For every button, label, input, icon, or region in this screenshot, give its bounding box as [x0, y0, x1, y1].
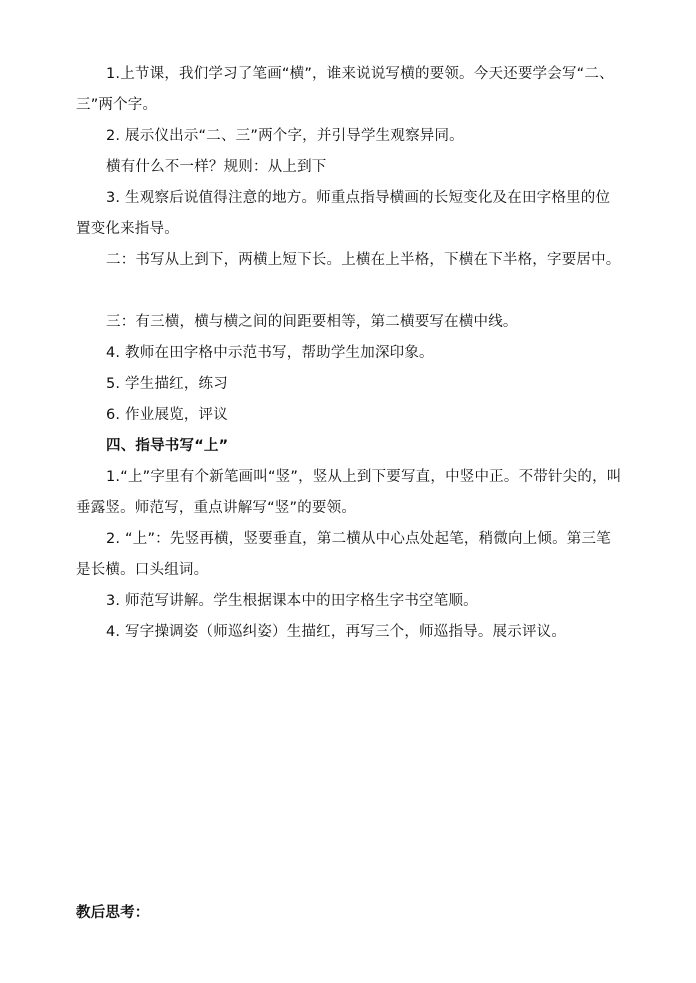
- paragraph-review-heng: 1.上节课，我们学习了笔画“横”，谁来说说写横的要领。今天还要学会写“二、三”两个字。: [76, 66, 614, 113]
- reflection-label: 教后思考：: [76, 905, 150, 921]
- paragraph-rule: 横有什么不一样？规则：从上到下: [106, 159, 327, 175]
- paragraph-exhibit: 6. 作业展览，评议: [106, 407, 228, 423]
- paragraph-shu-stroke: 1.“上”字里有个新笔画叫“竖”，竖从上到下要写直，中竖中正。不带针尖的，叫垂露竖。师范写，重点讲解写“竖”的要领。: [76, 469, 622, 516]
- paragraph-san: 三：有三横，横与横之间的间距要相等，第二横要写在横中线。: [106, 314, 518, 330]
- paragraph-demo: 4. 教师在田字格中示范书写，帮助学生加深印象。: [106, 345, 434, 361]
- paragraph-observe: 3. 生观察后说值得注意的地方。师重点指导横画的长短变化及在田字格里的位置变化来指导。: [76, 190, 611, 237]
- paragraph-er: 二：书写从上到下，两横上短下长。上横在上半格，下横在下半格，字要居中。: [106, 252, 621, 268]
- section-heading-shang: 四、指导书写“上”: [106, 438, 229, 454]
- paragraph-shang-order: 2. “上”：先竖再横，竖要垂直，第二横从中心点处起笔，稍微向上倾。第三笔是长横。口头组词。: [76, 531, 611, 578]
- paragraph-teacher-model: 3. 师范写讲解。学生根据课本中的田字格生字书空笔顺。: [106, 593, 478, 609]
- paragraph-trace: 5. 学生描红，练习: [106, 376, 228, 392]
- paragraph-posture: 4. 写字操调姿（师巡纠姿）生描红，再写三个，师巡指导。展示评议。: [106, 624, 567, 640]
- paragraph-show-characters: 2. 展示仪出示“二、三”两个字，并引导学生观察异同。: [106, 128, 464, 144]
